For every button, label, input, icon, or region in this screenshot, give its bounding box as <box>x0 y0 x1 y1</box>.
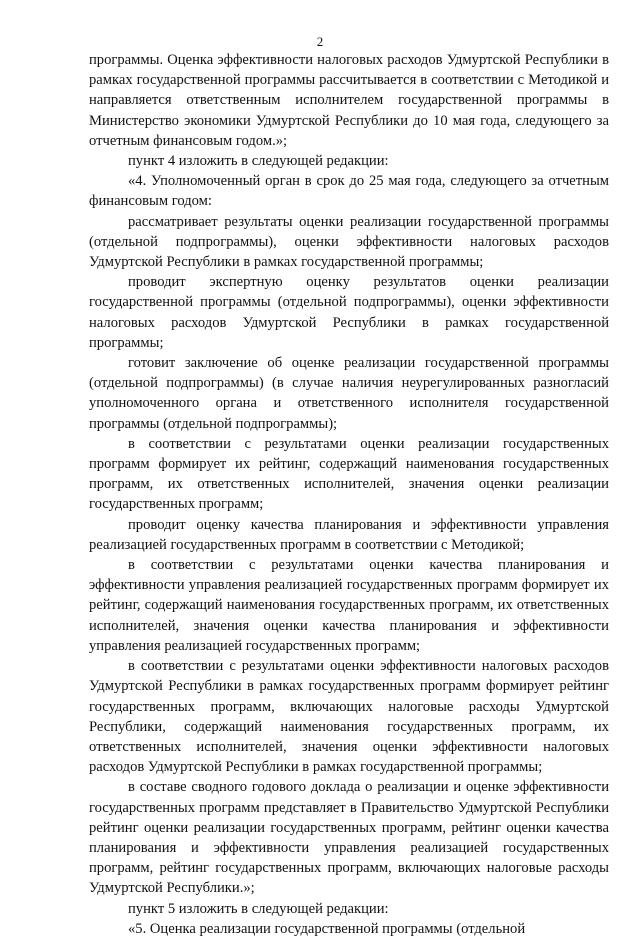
paragraph: в составе сводного годового доклада о реализации и оценке эффективности государственных программ представляет в Правительство Удмуртской Республики рейтинг оценки реализации государственных программ, рейтинг оценки качества планирования и эффективности управления реализацией государственных программ, рейтинг государственных программ, включающих налоговые расходы Удмуртской Республики.»; <box>89 779 609 897</box>
paragraph: проводит экспертную оценку результатов оценки реализации государственной программы (отдельной подпрограммы), оценки эффективности налоговых расходов Удмуртской Республики в рамках государственной программы; <box>89 274 609 351</box>
paragraph: в соответствии с результатами оценки реализации государственных программ формирует их рейтинг, содержащий наименования государственных программ, их ответственных исполнителей, значения оценки реализации государственных программ; <box>89 435 609 513</box>
page-number: 2 <box>316 34 324 49</box>
document-body <box>89 50 609 939</box>
paragraph: готовит заключение об оценке реализации государственной программы (отдельной подпрограммы) (в случае наличия неурегулированных разногласий уполномоченного органа и ответственного исполнителя государственной программы (отдельной подпрограммы); <box>89 355 609 432</box>
paragraph: в соответствии с результатами оценки эффективности налоговых расходов Удмуртской Республики в рамках государственных программ формирует рейтинг государственных программ, включающих налоговые расходы Удмуртской Республики, содержащий наименования государственных программ, их ответственных исполнителей, значения оценки эффективности налоговых расходов Удмуртской Республики в рамках государственной программы; <box>89 658 609 776</box>
paragraph: рассматривает результаты оценки реализации государственной программы (отдельной подпрограммы), оценки эффективности налоговых расходов Удмуртской Республики в рамках государственной программы; <box>89 213 609 271</box>
paragraph: проводит оценку качества планирования и эффективности управления реализацией государственных программ в соответствии с Методикой; <box>89 516 609 553</box>
paragraph: пункт 4 изложить в следующей редакции: <box>128 153 389 170</box>
paragraph: «4. Уполномоченный орган в срок до 25 мая года, следующего за отчетным финансовым годом: <box>89 173 609 210</box>
paragraph: пункт 5 изложить в следующей редакции: <box>128 900 389 917</box>
paragraph: в соответствии с результатами оценки качества планирования и эффективности управления реализацией государственных программ формирует их рейтинг, содержащий наименования государственных программ, их ответственных исполнителей, значения оценки качества планирования и эффективности управления реализацией государственных программ; <box>89 557 609 654</box>
paragraph: «5. Оценка реализации государственной программы (отдельной <box>128 920 526 937</box>
paragraph: программы. Оценка эффективности налоговых расходов Удмуртской Республики в рамках государственной программы рассчитывается в соответствии с Методикой и направляется ответственным исполнителем государственной программы в Министерство экономики Удмуртской Республики до 10 мая года, следующего за отчетным финансовым годом.»; <box>89 52 609 149</box>
